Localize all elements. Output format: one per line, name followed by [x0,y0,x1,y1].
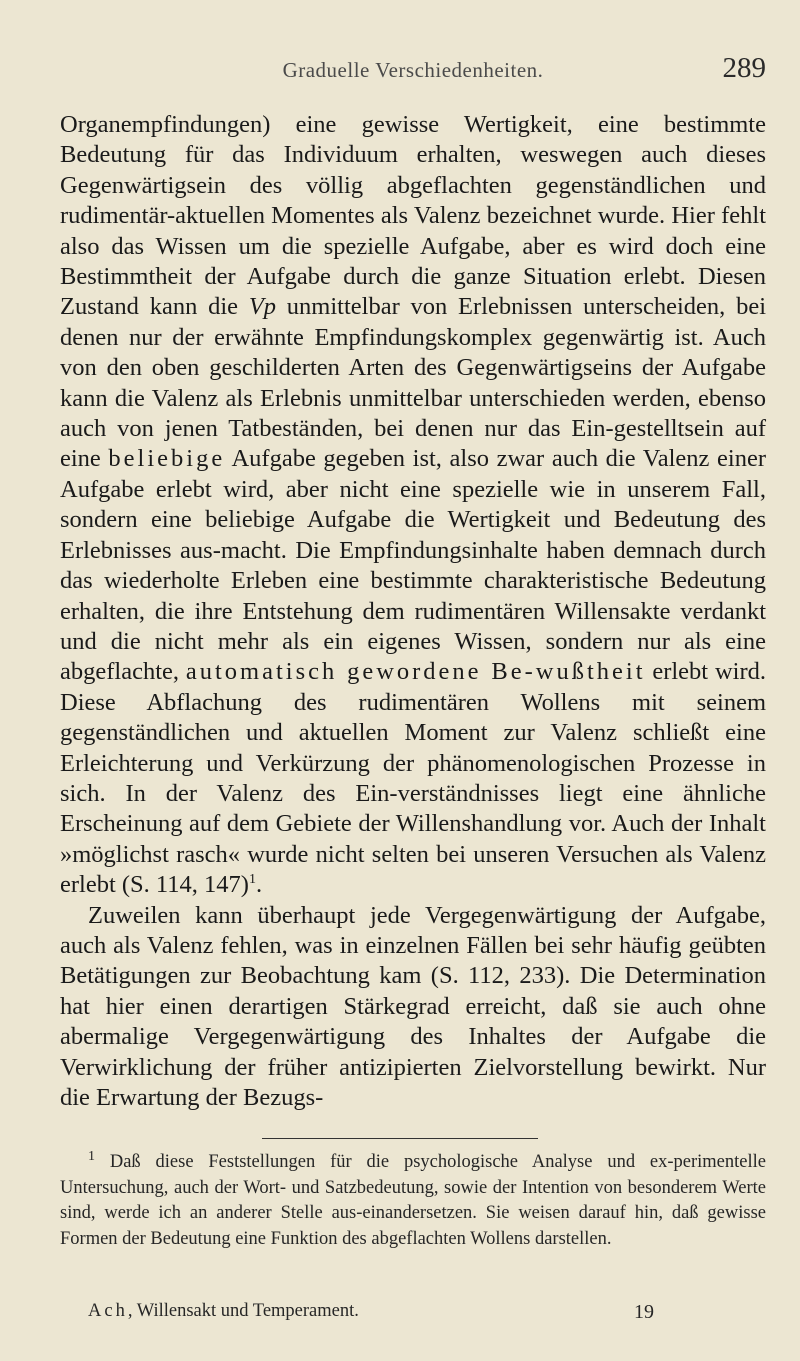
signature-author: Ach [88,1301,128,1321]
paragraph-1-part-b: unmittelbar von Erlebnissen unterscheiden, bei denen nur der erwähnte Empfindungskomplex gegenwärtig ist. Auch von den oben geschilderten Arten des Gegenwärtigseins der Aufgabe kann die Valenz als Erlebnis unmittelbar unterschieden werden, ebenso auch von jenen Tatbeständen, bei denen nur das Ein-gestelltsein auf eine [60,293,766,473]
running-head [60,52,766,92]
footnotes [60,1150,766,1252]
paragraph-1-part-e: . [255,871,263,899]
sheet-number: 19 [634,1301,654,1323]
paragraph-1-part-a: Organempfindungen) eine gewisse Wertigkeit, eine bestimmte Bedeutung für das Individuum erhalten, weswegen auch dieses Gegenwärtigsein des völlig abgeflachten gegenständlichen und rudimentär-aktuellen Momentes als Valenz bezeichnet wurde. Hier fehlt also das Wissen um die spezielle Aufgabe, aber es wird doch eine Bestimmtheit der Aufgabe durch die ganze Situation erlebt. Diesen Zustand kann die [60,111,766,321]
emphasis-beliebige: beliebige [108,445,226,473]
body-text [60,110,766,1113]
signature-book-title: , Willensakt und Temperament. [127,1301,359,1321]
footnote-reference: 1 [248,872,256,887]
signature-title [88,1301,359,1322]
paragraph-1-part-d: erlebt wird. Diese Abflachung des rudimentären Wollens mit seinem gegenständlichen und aktuellen Moment zur Valenz schließt eine Erleichterung und Verkürzung der phänomenologischen Prozesse in sich. In der Valenz des Ein-verständnisses liegt eine ähnliche Erscheinung auf dem Gebiete der Willenshandlung vor. Auch der Inhalt »möglichst rasch« wurde nicht selten bei unseren Versuchen als Valenz erlebt (S. 114, 147) [60,658,766,899]
emphasis-automatisch: automatisch gewordene Be-wußtheit [185,658,646,686]
paragraph-2: Zuweilen kann überhaupt jede Vergegenwärtigung der Aufgabe, auch als Valenz fehlen, was in einzelnen Fällen bei sehr häufig geübten Betätigungen zur Beobachtung kam (S. 112, 233). Die Determination hat hier einen derartigen Stärkegrad erreicht, daß sie auch ohne abermalige Vergegenwärtigung des Inhaltes der Aufgabe die Verwirklichung der früher antizipierten Zielvorstellung bewirkt. Nur die Erwartung der Bezugs- [60,901,766,1111]
footnote-marker: 1 [88,1148,95,1164]
paragraph-1 [60,110,766,901]
footnote-text: Daß diese Feststellungen für die psychologische Analyse und ex-perimentelle Untersuchung, auch der Wort- und Satzbedeutung, sowie der Intention von besonderem Werte sind, werde ich an anderer Stelle aus-einandersetzen. Sie weisen darauf hin, daß gewisse Formen der Bedeutung eine Funktion des abgeflachten Wollens darstellen. [60,1152,766,1249]
running-title: Graduelle Verschiedenheiten. [282,58,544,82]
footnote-divider [262,1138,538,1139]
vp-abbreviation: Vp [248,293,277,321]
footnote-1 [60,1150,766,1252]
page-number: 289 [722,52,766,84]
paragraph-1-part-c: Aufgabe gegeben ist, also zwar auch die Valenz einer Aufgabe erlebt wird, aber nicht eine spezielle wie in unserem Fall, sondern eine beliebige Aufgabe die Wertigkeit und Bedeutung des Erlebnisses aus-macht. Die Empfindungsinhalte haben demnach durch das wiederholte Erleben eine bestimmte charakteristische Bedeutung erhalten, die ihre Entstehung dem rudimentären Willensakte verdankt und die nicht mehr als ein eigenes Wissen, sondern nur als eine abgeflachte, [60,445,766,686]
